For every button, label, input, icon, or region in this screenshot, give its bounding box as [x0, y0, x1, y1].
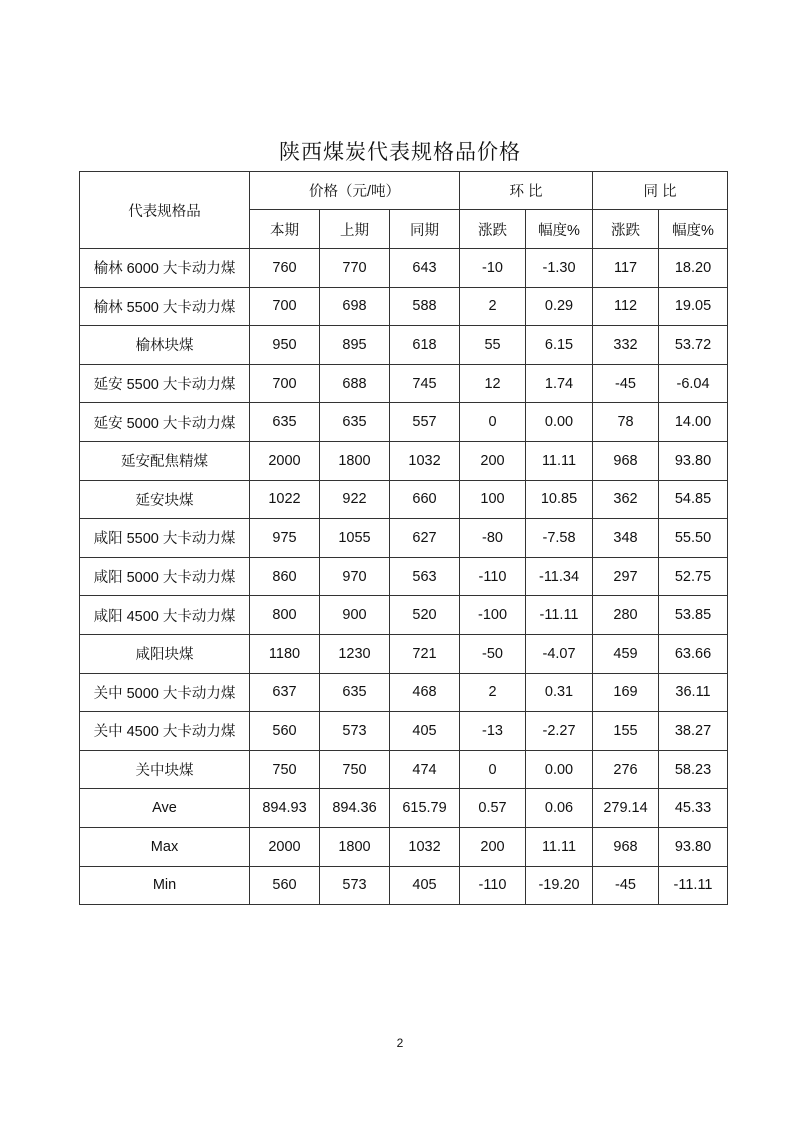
row-name-cell: 延安配焦精煤 — [80, 441, 250, 480]
previous-price-cell: 573 — [320, 866, 390, 905]
yoy-change-cell: 362 — [593, 480, 659, 519]
yoy-rate-cell: 93.80 — [659, 827, 728, 866]
current-price-cell: 635 — [250, 403, 320, 442]
yoy-change-cell: -45 — [593, 866, 659, 905]
table-row — [80, 866, 728, 905]
mom-change-cell: 0 — [460, 403, 526, 442]
current-price-cell: 2000 — [250, 827, 320, 866]
mom-rate-cell: -1.30 — [526, 249, 593, 288]
mom-change-cell: 0.57 — [460, 789, 526, 828]
current-price-cell: 975 — [250, 519, 320, 558]
same-period-price-cell: 1032 — [390, 827, 460, 866]
table-row — [80, 557, 728, 596]
previous-price-cell: 895 — [320, 326, 390, 365]
previous-price-cell: 635 — [320, 673, 390, 712]
yoy-rate-cell: 54.85 — [659, 480, 728, 519]
row-name-cell: 延安 5500 大卡动力煤 — [80, 364, 250, 403]
yoy-change-cell: 332 — [593, 326, 659, 365]
yoy-rate-cell: 58.23 — [659, 750, 728, 789]
previous-price-cell: 573 — [320, 712, 390, 751]
mom-change-cell: -80 — [460, 519, 526, 558]
mom-change-cell: 12 — [460, 364, 526, 403]
mom-change-cell: 2 — [460, 673, 526, 712]
mom-rate-cell: 6.15 — [526, 326, 593, 365]
same-period-price-cell: 405 — [390, 866, 460, 905]
page-number: 2 — [396, 1036, 404, 1050]
same-period-price-cell: 660 — [390, 480, 460, 519]
yoy-change-cell: 276 — [593, 750, 659, 789]
current-price-cell: 1022 — [250, 480, 320, 519]
mom-rate-cell: 11.11 — [526, 441, 593, 480]
price-table — [79, 171, 728, 905]
yoy-change-cell: 279.14 — [593, 789, 659, 828]
header-yoy-rate: 幅度% — [659, 210, 728, 249]
current-price-cell: 560 — [250, 712, 320, 751]
row-name-cell: Max — [80, 827, 250, 866]
table-row — [80, 519, 728, 558]
table-row — [80, 634, 728, 673]
table-row — [80, 249, 728, 288]
yoy-change-cell: -45 — [593, 364, 659, 403]
row-name-cell: 榆林 5500 大卡动力煤 — [80, 287, 250, 326]
same-period-price-cell: 557 — [390, 403, 460, 442]
same-period-price-cell: 618 — [390, 326, 460, 365]
header-current: 本期 — [250, 210, 320, 249]
mom-rate-cell: 0.06 — [526, 789, 593, 828]
same-period-price-cell: 405 — [390, 712, 460, 751]
previous-price-cell: 770 — [320, 249, 390, 288]
yoy-rate-cell: 14.00 — [659, 403, 728, 442]
same-period-price-cell: 563 — [390, 557, 460, 596]
mom-rate-cell: -11.34 — [526, 557, 593, 596]
mom-rate-cell: 0.00 — [526, 750, 593, 789]
current-price-cell: 750 — [250, 750, 320, 789]
previous-price-cell: 698 — [320, 287, 390, 326]
mom-rate-cell: -19.20 — [526, 866, 593, 905]
mom-change-cell: 100 — [460, 480, 526, 519]
current-price-cell: 2000 — [250, 441, 320, 480]
yoy-rate-cell: -6.04 — [659, 364, 728, 403]
row-name-cell: Ave — [80, 789, 250, 828]
header-previous: 上期 — [320, 210, 390, 249]
table-row — [80, 403, 728, 442]
yoy-rate-cell: 53.85 — [659, 596, 728, 635]
table-row — [80, 789, 728, 828]
mom-change-cell: -110 — [460, 866, 526, 905]
header-mom-rate: 幅度% — [526, 210, 593, 249]
yoy-change-cell: 968 — [593, 827, 659, 866]
previous-price-cell: 900 — [320, 596, 390, 635]
yoy-rate-cell: 63.66 — [659, 634, 728, 673]
yoy-rate-cell: 19.05 — [659, 287, 728, 326]
mom-rate-cell: -11.11 — [526, 596, 593, 635]
page-title: 陕西煤炭代表规格品价格 — [279, 140, 521, 164]
mom-change-cell: 0 — [460, 750, 526, 789]
mom-change-cell: -100 — [460, 596, 526, 635]
mom-rate-cell: 1.74 — [526, 364, 593, 403]
mom-rate-cell: 11.11 — [526, 827, 593, 866]
mom-rate-cell: 10.85 — [526, 480, 593, 519]
current-price-cell: 860 — [250, 557, 320, 596]
row-name-cell: 咸阳 5500 大卡动力煤 — [80, 519, 250, 558]
current-price-cell: 800 — [250, 596, 320, 635]
previous-price-cell: 894.36 — [320, 789, 390, 828]
mom-change-cell: -10 — [460, 249, 526, 288]
yoy-rate-cell: 18.20 — [659, 249, 728, 288]
table-row — [80, 287, 728, 326]
header-mom-change: 涨跌 — [460, 210, 526, 249]
header-mom-group: 环 比 — [460, 172, 593, 210]
yoy-change-cell: 459 — [593, 634, 659, 673]
yoy-change-cell: 155 — [593, 712, 659, 751]
current-price-cell: 1180 — [250, 634, 320, 673]
yoy-change-cell: 169 — [593, 673, 659, 712]
previous-price-cell: 970 — [320, 557, 390, 596]
mom-rate-cell: 0.31 — [526, 673, 593, 712]
row-name-cell: 关中 4500 大卡动力煤 — [80, 712, 250, 751]
yoy-rate-cell: 55.50 — [659, 519, 728, 558]
current-price-cell: 560 — [250, 866, 320, 905]
mom-change-cell: 200 — [460, 827, 526, 866]
header-yoy-change: 涨跌 — [593, 210, 659, 249]
same-period-price-cell: 615.79 — [390, 789, 460, 828]
previous-price-cell: 922 — [320, 480, 390, 519]
previous-price-cell: 635 — [320, 403, 390, 442]
table-row — [80, 750, 728, 789]
yoy-rate-cell: -11.11 — [659, 866, 728, 905]
row-name-cell: 咸阳 5000 大卡动力煤 — [80, 557, 250, 596]
header-product: 代表规格品 — [80, 172, 250, 249]
table-row — [80, 827, 728, 866]
current-price-cell: 637 — [250, 673, 320, 712]
mom-rate-cell: -7.58 — [526, 519, 593, 558]
same-period-price-cell: 1032 — [390, 441, 460, 480]
yoy-rate-cell: 45.33 — [659, 789, 728, 828]
mom-rate-cell: -4.07 — [526, 634, 593, 673]
header-same-period: 同期 — [390, 210, 460, 249]
previous-price-cell: 1800 — [320, 827, 390, 866]
mom-rate-cell: 0.00 — [526, 403, 593, 442]
yoy-change-cell: 297 — [593, 557, 659, 596]
previous-price-cell: 1800 — [320, 441, 390, 480]
row-name-cell: 关中块煤 — [80, 750, 250, 789]
yoy-rate-cell: 36.11 — [659, 673, 728, 712]
yoy-rate-cell: 38.27 — [659, 712, 728, 751]
mom-change-cell: -110 — [460, 557, 526, 596]
row-name-cell: Min — [80, 866, 250, 905]
yoy-rate-cell: 52.75 — [659, 557, 728, 596]
mom-change-cell: 2 — [460, 287, 526, 326]
table-body — [80, 249, 728, 905]
yoy-change-cell: 280 — [593, 596, 659, 635]
previous-price-cell: 1055 — [320, 519, 390, 558]
previous-price-cell: 1230 — [320, 634, 390, 673]
mom-change-cell: 55 — [460, 326, 526, 365]
row-name-cell: 榆林 6000 大卡动力煤 — [80, 249, 250, 288]
row-name-cell: 关中 5000 大卡动力煤 — [80, 673, 250, 712]
previous-price-cell: 750 — [320, 750, 390, 789]
row-name-cell: 延安块煤 — [80, 480, 250, 519]
table-row — [80, 712, 728, 751]
table-row — [80, 364, 728, 403]
yoy-rate-cell: 93.80 — [659, 441, 728, 480]
yoy-change-cell: 117 — [593, 249, 659, 288]
table-row — [80, 673, 728, 712]
yoy-change-cell: 968 — [593, 441, 659, 480]
yoy-rate-cell: 53.72 — [659, 326, 728, 365]
yoy-change-cell: 78 — [593, 403, 659, 442]
same-period-price-cell: 643 — [390, 249, 460, 288]
header-price-group: 价格（元/吨） — [250, 172, 460, 210]
same-period-price-cell: 745 — [390, 364, 460, 403]
yoy-change-cell: 348 — [593, 519, 659, 558]
current-price-cell: 950 — [250, 326, 320, 365]
row-name-cell: 延安 5000 大卡动力煤 — [80, 403, 250, 442]
current-price-cell: 894.93 — [250, 789, 320, 828]
current-price-cell: 760 — [250, 249, 320, 288]
header-yoy-group: 同 比 — [593, 172, 728, 210]
mom-change-cell: -50 — [460, 634, 526, 673]
row-name-cell: 榆林块煤 — [80, 326, 250, 365]
mom-change-cell: -13 — [460, 712, 526, 751]
table-row — [80, 326, 728, 365]
mom-rate-cell: 0.29 — [526, 287, 593, 326]
current-price-cell: 700 — [250, 364, 320, 403]
row-name-cell: 咸阳块煤 — [80, 634, 250, 673]
same-period-price-cell: 588 — [390, 287, 460, 326]
mom-rate-cell: -2.27 — [526, 712, 593, 751]
row-name-cell: 咸阳 4500 大卡动力煤 — [80, 596, 250, 635]
table-row — [80, 441, 728, 480]
same-period-price-cell: 627 — [390, 519, 460, 558]
same-period-price-cell: 520 — [390, 596, 460, 635]
same-period-price-cell: 468 — [390, 673, 460, 712]
previous-price-cell: 688 — [320, 364, 390, 403]
table-row — [80, 596, 728, 635]
same-period-price-cell: 721 — [390, 634, 460, 673]
table-row — [80, 480, 728, 519]
same-period-price-cell: 474 — [390, 750, 460, 789]
mom-change-cell: 200 — [460, 441, 526, 480]
current-price-cell: 700 — [250, 287, 320, 326]
yoy-change-cell: 112 — [593, 287, 659, 326]
